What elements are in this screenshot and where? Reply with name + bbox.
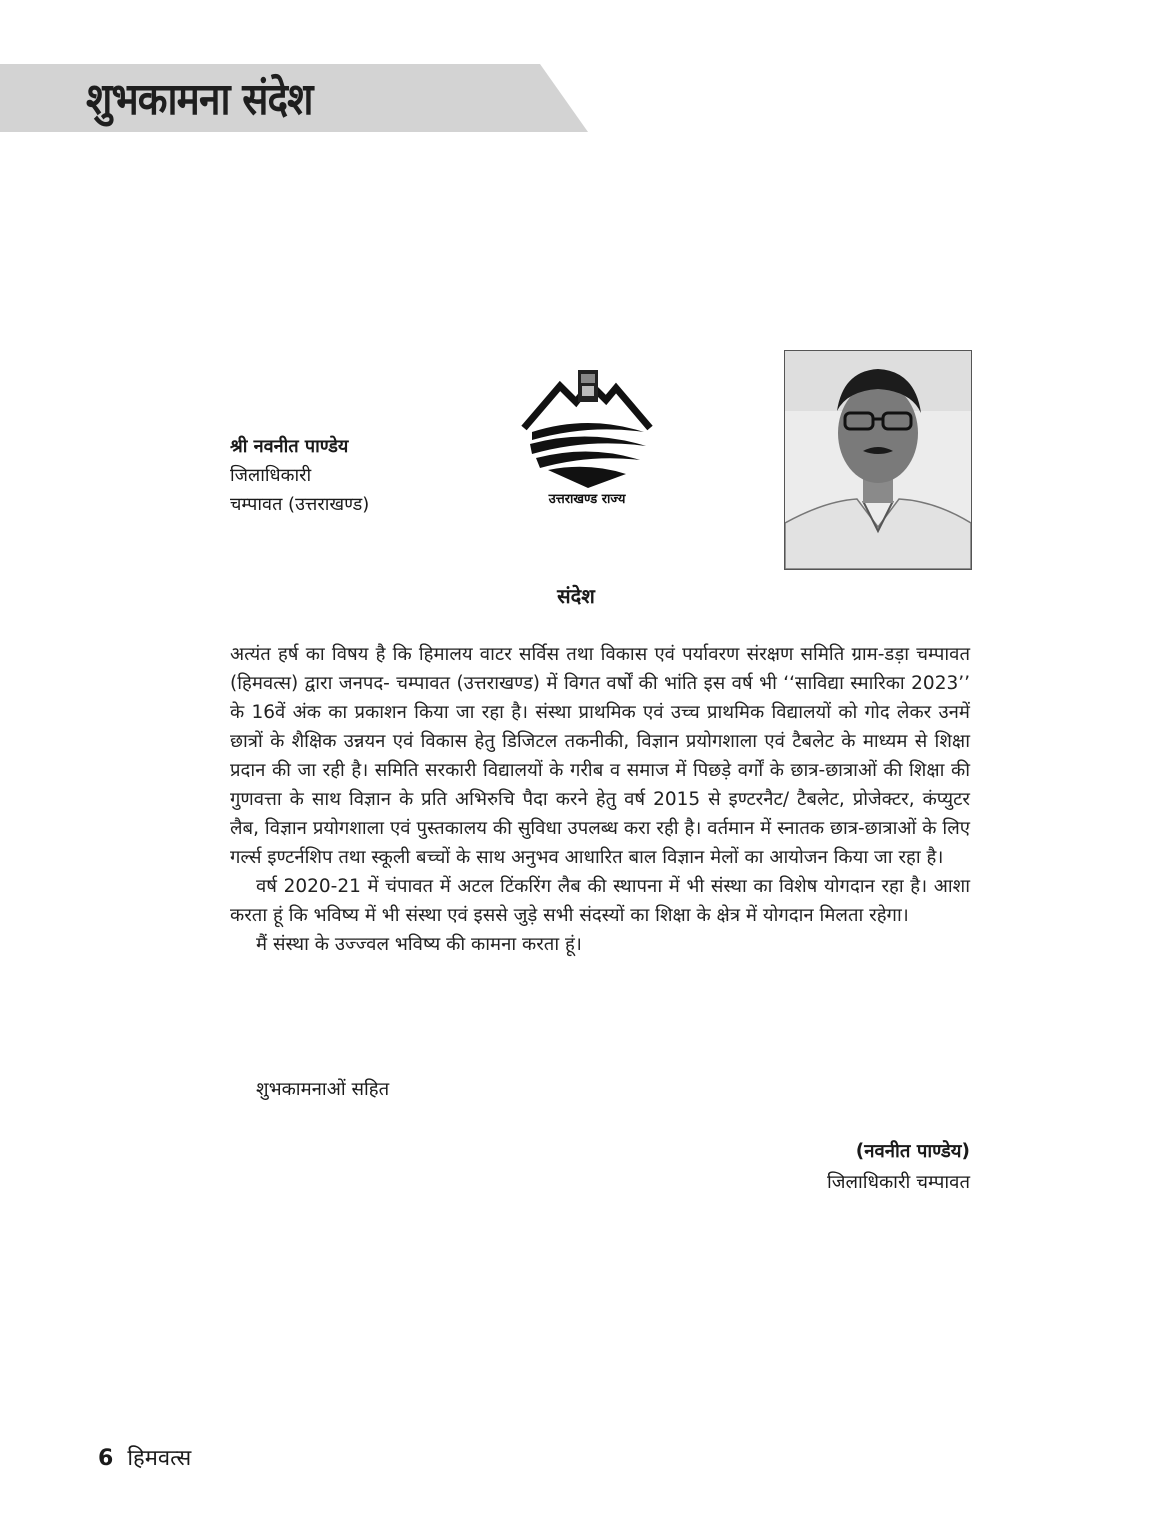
page-footer: [98, 1442, 191, 1472]
sender-location: चम्पावत (उत्तराखण्ड): [230, 494, 370, 515]
publication-name: हिमवत्स: [127, 1446, 192, 1471]
message-heading: संदेश: [557, 584, 595, 608]
message-paragraph: वर्ष 2020-21 में चंपावत में अटल टिंकरिंग लैब की स्थापना में भी संस्था का विशेष योगदान रहा है। आशा करता हूं कि भविष्य में भी संस्था एवं इससे जुड़े सभी संदस्यों का शिक्षा के क्षेत्र में योगदान मिलता रहेगा।: [230, 876, 970, 926]
sender-name: श्री नवनीत पाण्डेय: [230, 436, 349, 457]
closing-line: शुभकामनाओं सहित: [256, 1079, 390, 1100]
signature-block: [827, 1136, 970, 1198]
sender-block: [230, 432, 369, 519]
signature-name: (नवनीत पाण्डेय): [855, 1141, 970, 1162]
message-paragraph: मैं संस्था के उज्ज्वल भविष्य की कामना करता हूं।: [256, 934, 582, 955]
page-number: 6: [98, 1446, 114, 1471]
message-body: [230, 640, 970, 959]
signature-designation: जिलाधिकारी चम्पावत: [826, 1172, 970, 1193]
uttarakhand-emblem-icon: [518, 364, 656, 508]
message-paragraph: अत्यंत हर्ष का विषय है कि हिमालय वाटर सर्विस तथा विकास एवं पर्यावरण संरक्षण समिति ग्राम-डड़ा चम्पावत (हिमवत्स) द्वारा जनपद- चम्पावत (उत्तराखण्ड) में विगत वर्षों की भांति इस वर्ष भी ‘‘साविद्या स्मारिका 2023’’ के 16वें अंक का प्रकाशन किया जा रहा है। संस्था प्राथमिक एवं उच्च प्राथमिक विद्यालयों को गोद लेकर उनमें छात्रों के शैक्षिक उन्नयन एवं विकास हेतु डिजिटल तकनीकी, विज्ञान प्रयोगशाला एवं टैबलेट के माध्यम से शिक्षा प्रदान की जा रही है। समिति सरकारी विद्यालयों के गरीब व समाज में पिछड़े वर्गों के छात्र-छात्राओं की शिक्षा की गुणवत्ता के साथ विज्ञान के प्रति अभिरुचि पैदा करने हेतु वर्ष 2015 से इण्टरनैट/ टैबलेट, प्रोजेक्टर, कंप्युटर लैब, विज्ञान प्रयोगशाला एवं पुस्तकालय की सुविधा उपलब्ध करा रही है। वर्तमान में स्नातक छात्र-छात्राओं के लिए गर्ल्स इण्टर्नशिप तथा स्कूली बच्चों के साथ अनुभव आधारित बाल विज्ञान मेलों का आयोजन किया जा रहा है।: [230, 644, 970, 868]
sender-designation: जिलाधिकारी: [230, 465, 312, 486]
page-title: शुभकामना संदेश: [86, 74, 313, 125]
emblem-caption: उत्तराखण्ड राज्य: [548, 492, 626, 507]
portrait-photo: [784, 350, 972, 570]
